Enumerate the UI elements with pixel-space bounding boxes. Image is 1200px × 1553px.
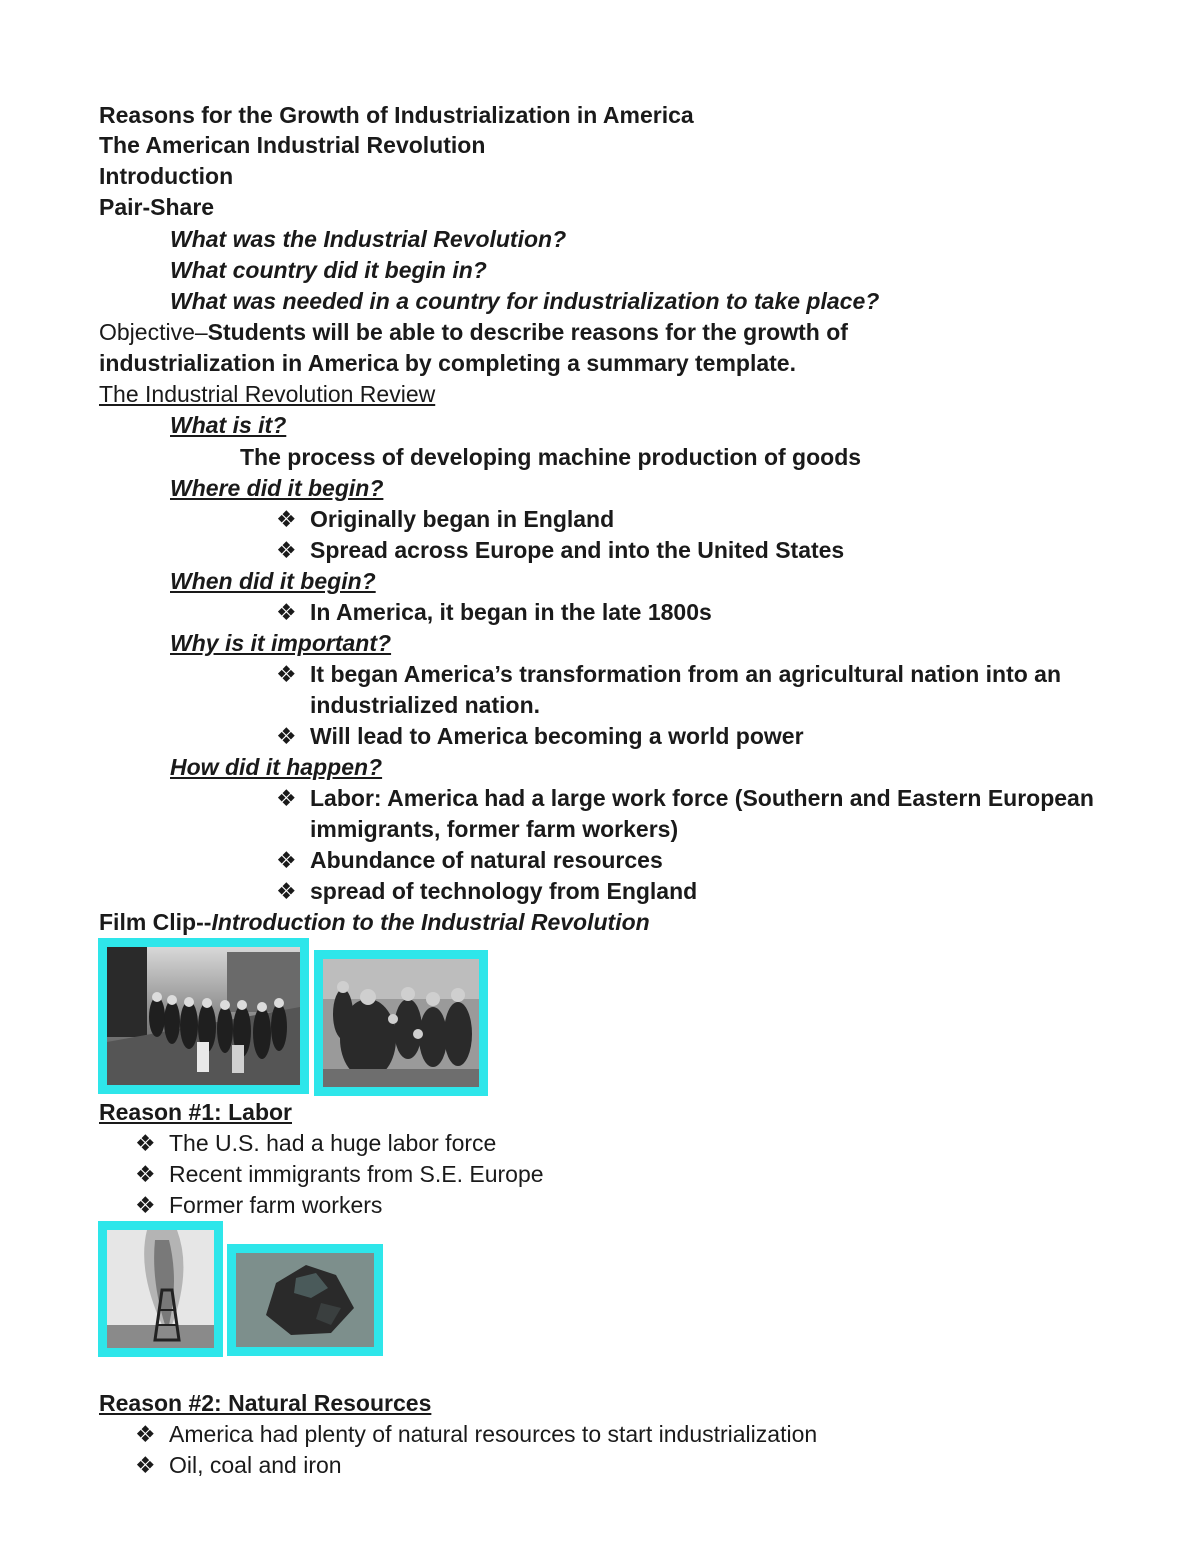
film-clip-label: Film Clip-- bbox=[99, 909, 212, 935]
review-question: What is it? bbox=[170, 412, 287, 438]
review-question: When did it begin? bbox=[170, 568, 376, 594]
review-question: How did it happen? bbox=[170, 754, 383, 780]
reason1-heading: Reason #1: Labor bbox=[99, 1099, 292, 1125]
list-item: ❖ Recent immigrants from S.E. Europe bbox=[135, 1159, 544, 1190]
list-item: ❖ Former farm workers bbox=[135, 1190, 382, 1221]
immigrants-arriving-photo bbox=[107, 947, 300, 1085]
immigrant-family-photo bbox=[323, 959, 479, 1087]
pair-share-heading: Pair-Share bbox=[99, 194, 215, 220]
list-item-text: Labor: America had a large work force (Southern and Eastern European immigrants, former farm workers) bbox=[310, 785, 1094, 842]
document-title: Reasons for the Growth of Industrialization in America bbox=[99, 102, 694, 128]
film-clip-title: Introduction to the Industrial Revolution bbox=[211, 909, 650, 935]
pair-share-question: What was the Industrial Revolution? bbox=[170, 226, 567, 252]
list-item: ❖ Abundance of natural resources bbox=[276, 845, 663, 876]
review-question: Why is it important? bbox=[170, 630, 392, 656]
reason2-heading: Reason #2: Natural Resources bbox=[99, 1390, 432, 1416]
introduction-heading: Introduction bbox=[99, 163, 234, 189]
review-question: Where did it begin? bbox=[170, 475, 384, 501]
oil-gusher-photo bbox=[107, 1230, 214, 1348]
document-subtitle: The American Industrial Revolution bbox=[99, 132, 486, 158]
bullet-icon: ❖ bbox=[276, 785, 297, 811]
list-item: ❖ The U.S. had a huge labor force bbox=[135, 1128, 496, 1159]
review-heading: The Industrial Revolution Review bbox=[99, 381, 436, 407]
film-clip-line bbox=[99, 907, 650, 938]
pair-share-question: What was needed in a country for industrialization to take place? bbox=[170, 288, 880, 314]
coal-lump-photo bbox=[236, 1253, 374, 1347]
oil-gusher-photo-frame bbox=[98, 1221, 223, 1357]
objective-label: Objective– bbox=[99, 319, 208, 345]
list-item: ❖ America had plenty of natural resources to start industrialization bbox=[135, 1419, 817, 1450]
review-answer: The process of developing machine production of goods bbox=[240, 444, 862, 470]
list-item bbox=[276, 783, 1100, 845]
objective-text: Students will be able to describe reasons for the growth of bbox=[207, 319, 848, 345]
pair-share-question: What country did it begin in? bbox=[170, 257, 487, 283]
coal-lump-photo-frame bbox=[227, 1244, 383, 1356]
list-item: ❖ Will lead to America becoming a world power bbox=[276, 721, 804, 752]
immigrants-photo-frame bbox=[98, 938, 309, 1094]
objective-text-continued: industrialization in America by completing a summary template. bbox=[99, 350, 796, 376]
list-item: ❖ In America, it began in the late 1800s bbox=[276, 597, 712, 628]
list-item: ❖ Oil, coal and iron bbox=[135, 1450, 342, 1481]
list-item: ❖ Spread across Europe and into the United States bbox=[276, 535, 844, 566]
bullet-icon: ❖ bbox=[276, 661, 297, 687]
list-item-text: It began America’s transformation from an agricultural nation into an industrialized nation. bbox=[310, 661, 1062, 718]
list-item bbox=[276, 659, 1100, 721]
immigrant-family-photo-frame bbox=[314, 950, 488, 1096]
list-item: ❖ spread of technology from England bbox=[276, 876, 697, 907]
objective-line bbox=[99, 317, 848, 348]
list-item: ❖ Originally began in England bbox=[276, 504, 614, 535]
